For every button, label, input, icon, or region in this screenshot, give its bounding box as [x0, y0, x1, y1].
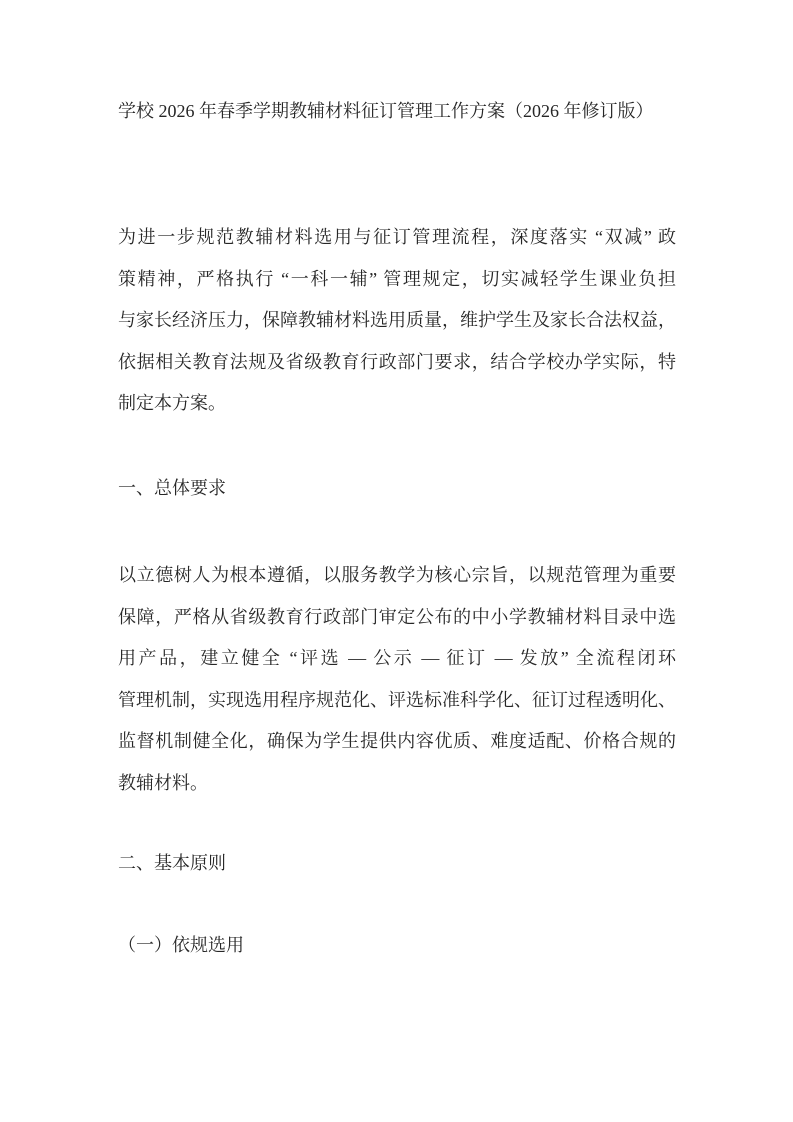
- document-title: 学校 2026 年春季学期教辅材料征订管理工作方案（2026 年修订版）: [118, 101, 654, 121]
- intro-paragraph: [118, 217, 676, 425]
- section-heading-overall-requirements: 一、总体要求: [118, 478, 226, 498]
- paragraph-line: 监督机制健全化，确保为学生提供内容优质、难度适配、价格合规的: [118, 731, 676, 751]
- paragraph-line: 教辅材料。: [118, 772, 208, 793]
- paragraph-line: 制定本方案。: [118, 393, 226, 413]
- section1-paragraph: [118, 555, 676, 804]
- paragraph-line: 以立德树人为根本遵循，以服务教学为核心宗旨，以规范管理为重要: [118, 565, 676, 585]
- paragraph-line: 依据相关教育法规及省级教育行政部门要求，结合学校办学实际，特: [118, 351, 676, 372]
- paragraph-line: 与家长经济压力，保障教辅材料选用质量，维护学生及家长合法权益，: [118, 310, 676, 330]
- section-heading-basic-principles: 二、基本原则: [118, 853, 226, 873]
- paragraph-line: 保障，严格从省级教育行政部门审定公布的中小学教辅材料目录中选: [118, 606, 676, 627]
- sub-heading-rule-based-selection: （一）依规选用: [118, 935, 244, 955]
- paragraph-line: 用产品，建立健全 “评选 — 公示 — 征订 — 发放” 全流程闭环: [118, 648, 676, 668]
- paragraph-line: 管理机制，实现选用程序规范化、评选标准科学化、征订过程透明化、: [118, 689, 676, 710]
- paragraph-line: 策精神，严格执行 “一科一辅” 管理规定，切实减轻学生课业负担: [118, 268, 676, 289]
- paragraph-line: 为进一步规范教辅材料选用与征订管理流程，深度落实 “双减” 政: [118, 227, 676, 247]
